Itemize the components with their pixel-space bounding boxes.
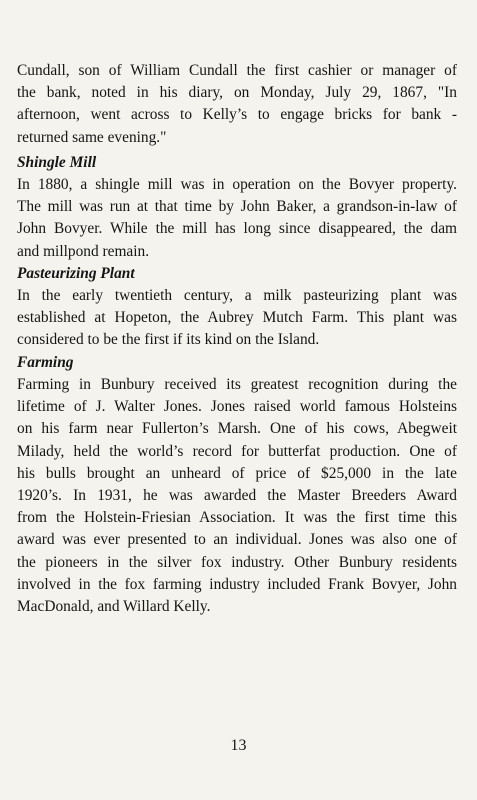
shingle-mill-paragraph (17, 174, 457, 263)
paragraph-line: Cundall, son of William Cundall the first cashier or manager of (17, 62, 457, 79)
section-heading-farming: Farming (17, 354, 74, 371)
section-heading-pasteurizing-plant: Pasteurizing Plant (17, 265, 135, 282)
paragraph-line: In the early twentieth century, a milk pasteurizing plant was (17, 287, 457, 304)
paragraph-line: considered to be the first if its kind on the Island. (17, 331, 320, 349)
paragraph-line: the pioneers in the silver fox industry. Other Bunbury residents (17, 553, 457, 571)
farming-paragraph (17, 374, 457, 618)
paragraph-line: on his farm near Fullerton’s Marsh. One of his cows, Abegweit (17, 420, 457, 438)
paragraph-line: involved in the fox farming industry included Frank Bovyer, John (17, 575, 457, 593)
section-heading-shingle-mill: Shingle Mill (17, 154, 97, 171)
paragraph-line: Milady, held the world’s record for butterfat production. One of (17, 442, 457, 460)
paragraph-line: the bank, noted in his diary, on Monday, July 29, 1867, "In (17, 84, 457, 102)
paragraph-line: established at Hopeton, the Aubrey Mutch Farm. This plant was (17, 309, 457, 327)
paragraph-line: and millpond remain. (17, 242, 150, 260)
paragraph-line: lifetime of J. Walter Jones. Jones raised world famous Holsteins (17, 398, 457, 416)
paragraph-line: award was ever presented to an individual. Jones was also one of (17, 531, 457, 549)
paragraph-line: 1920’s. In 1931, he was awarded the Master Breeders Award (17, 487, 457, 505)
paragraph-line: his bulls brought an unheard of price of $25,000 in the late (17, 464, 457, 482)
paragraph-line: Farming in Bunbury received its greatest recognition during the (17, 376, 457, 393)
paragraph-line: The mill was run at that time by John Baker, a grandson-in-law of (17, 198, 457, 216)
page-number: 13 (230, 737, 247, 754)
pasteurizing-plant-paragraph (17, 285, 457, 352)
paragraph-line: MacDonald, and Willard Kelly. (17, 598, 211, 616)
paragraph-line: returned same evening." (17, 128, 167, 146)
paragraph-line: John Bovyer. While the mill has long since disappeared, the dam (17, 220, 457, 238)
paragraph-line: from the Holstein-Friesian Association. It was the first time this (17, 509, 457, 527)
paragraph-line: afternoon, went across to Kelly’s to engage bricks for bank - (17, 106, 457, 124)
intro-paragraph (17, 60, 457, 149)
paragraph-line: In 1880, a shingle mill was in operation on the Bovyer property. (17, 176, 457, 193)
